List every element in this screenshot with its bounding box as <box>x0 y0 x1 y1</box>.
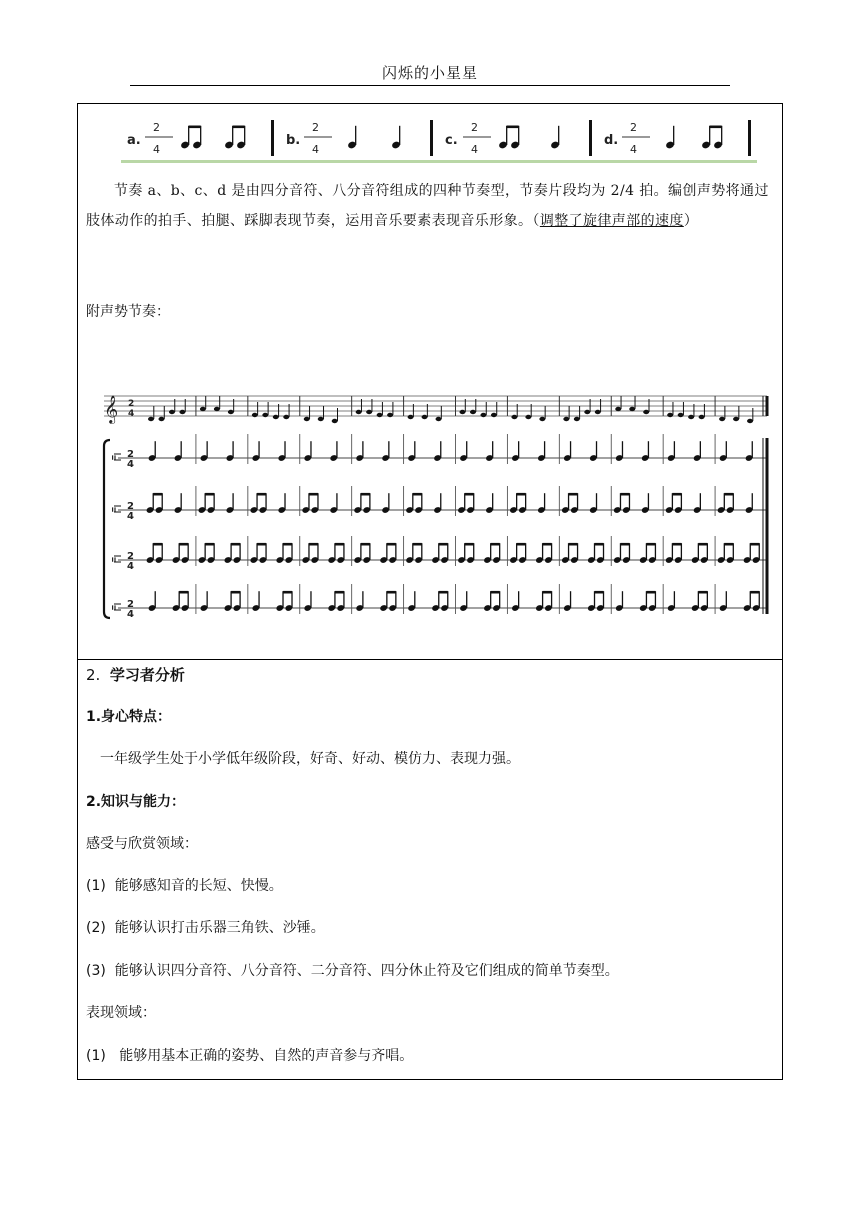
melody-note <box>667 413 673 417</box>
list-item <box>86 913 325 943</box>
melody-note <box>214 407 220 411</box>
melody-note <box>615 407 621 411</box>
melody-note <box>200 407 206 411</box>
time-signature-top: 2 <box>153 121 160 134</box>
list-item <box>86 956 619 986</box>
time-signature-bottom: 4 <box>471 143 478 156</box>
melody-note <box>629 407 635 411</box>
tempo-note-underlined: 调整了旋律声部的速度 <box>539 213 684 229</box>
rhythm-description-end: ） <box>683 213 699 229</box>
subheading-physical-mental: 1.身心特点： <box>86 709 172 725</box>
melody-note <box>574 417 580 421</box>
melody-note <box>584 410 590 414</box>
list-item-number: (1) <box>86 878 106 894</box>
time-signature-bottom: 4 <box>127 561 134 572</box>
time-signature-top: 2 <box>127 501 134 512</box>
section-heading <box>86 660 185 690</box>
list-item-number: (2) <box>86 920 106 936</box>
melody-note <box>148 417 154 421</box>
table-cell-learner-analysis <box>77 659 783 1080</box>
rhythm-description-text: 节奏 a、b、c、d 是由四分音符、八分音符组成的四种节奏型，节奏片段均为 2/4 拍。编创声势将通过肢体动作的拍手、拍腿、踩脚表现节奏，运用音乐要素表现音乐形象。（ <box>86 183 769 229</box>
percussion-clef: 𝄥 <box>112 601 116 615</box>
list-item <box>86 871 283 901</box>
melody-note <box>525 415 531 419</box>
melody-note <box>262 413 268 417</box>
melody-note <box>422 415 428 419</box>
rhythm-description <box>86 176 776 236</box>
rhythm-pattern-strip <box>121 116 757 163</box>
melody-note <box>539 417 545 421</box>
time-signature-bottom: 4 <box>127 459 134 470</box>
melody-note <box>688 415 694 419</box>
section-title: 学习者分析 <box>109 666 185 684</box>
list-item-text: 能够认识打击乐器三角铁、沙锤。 <box>114 920 325 936</box>
domain-performance: 表现领域： <box>86 1005 156 1021</box>
barline <box>430 120 433 156</box>
melody-note <box>179 410 185 414</box>
melody-note <box>366 410 372 414</box>
melody-note <box>460 410 466 414</box>
list-item-number: (3) <box>86 963 106 979</box>
melody-note <box>377 413 383 417</box>
barline <box>271 120 274 156</box>
list-item-text: 能够用基本正确的姿势、自然的声音参与齐唱。 <box>119 1048 414 1064</box>
melody-note <box>747 419 753 423</box>
melody-note <box>318 417 324 421</box>
barline <box>589 120 592 156</box>
table-cell-content-analysis <box>77 103 783 660</box>
list-item-text: 能够感知音的长短、快慢。 <box>114 878 283 894</box>
time-signature-bottom: 4 <box>153 143 160 156</box>
pattern-label: a. <box>127 133 141 148</box>
melody-note <box>332 419 338 423</box>
barline <box>748 120 751 156</box>
melody-note <box>643 410 649 414</box>
melody-note <box>408 415 414 419</box>
melody-note <box>733 417 739 421</box>
melody-note <box>283 415 289 419</box>
melody-note <box>387 413 393 417</box>
time-signature-bottom: 4 <box>630 143 637 156</box>
time-signature-top: 2 <box>471 121 478 134</box>
time-signature-top: 2 <box>127 449 134 460</box>
melody-note <box>719 417 725 421</box>
pattern-label: c. <box>445 133 458 148</box>
domain-appreciation: 感受与欣赏领域： <box>86 836 198 852</box>
time-signature-top: 2 <box>128 399 135 409</box>
body-percussion-score <box>100 386 770 626</box>
melody-note <box>304 417 310 421</box>
melody-note <box>436 417 442 421</box>
percussion-clef: 𝄥 <box>112 553 116 567</box>
pattern-label: d. <box>604 133 619 148</box>
time-signature-top: 2 <box>127 551 134 562</box>
staff-bracket <box>104 440 110 618</box>
time-signature-bottom: 4 <box>127 609 134 620</box>
melody-note <box>678 413 684 417</box>
list-item-number: (1) <box>86 1048 106 1064</box>
melody-note <box>273 415 279 419</box>
time-signature-bottom: 4 <box>127 511 134 522</box>
time-signature-top: 2 <box>127 599 134 610</box>
time-signature-bottom: 4 <box>128 409 135 419</box>
melody-note <box>252 413 258 417</box>
melody-note <box>228 410 234 414</box>
page-header-title: 闪烁的小星星 <box>381 64 478 82</box>
treble-clef: 𝄞 <box>104 395 119 423</box>
percussion-clef: 𝄥 <box>112 503 116 517</box>
time-signature-top: 2 <box>630 121 637 134</box>
melody-note <box>595 410 601 414</box>
melody-note <box>356 410 362 414</box>
page-header-rule <box>130 85 730 86</box>
physical-mental-text: 一年级学生处于小学低年级阶段，好奇、好动、模仿力、表现力强。 <box>100 751 520 767</box>
melody-note <box>511 415 517 419</box>
list-item <box>86 1041 413 1071</box>
section-number: 2. <box>86 666 101 684</box>
melody-note <box>158 417 164 421</box>
melody-note <box>480 413 486 417</box>
melody-note <box>470 410 476 414</box>
pattern-label: b. <box>286 133 301 148</box>
melody-note <box>563 417 569 421</box>
time-signature-top: 2 <box>312 121 319 134</box>
melody-note <box>169 410 175 414</box>
melody-note <box>491 413 497 417</box>
melody-note <box>699 415 705 419</box>
time-signature-bottom: 4 <box>312 143 319 156</box>
subheading-knowledge-ability: 2.知识与能力： <box>86 794 186 810</box>
attached-rhythm-label: 附声势节奏： <box>86 304 170 320</box>
percussion-clef: 𝄥 <box>112 451 116 465</box>
list-item-text: 能够认识四分音符、八分音符、二分音符、四分休止符及它们组成的简单节奏型。 <box>114 963 619 979</box>
